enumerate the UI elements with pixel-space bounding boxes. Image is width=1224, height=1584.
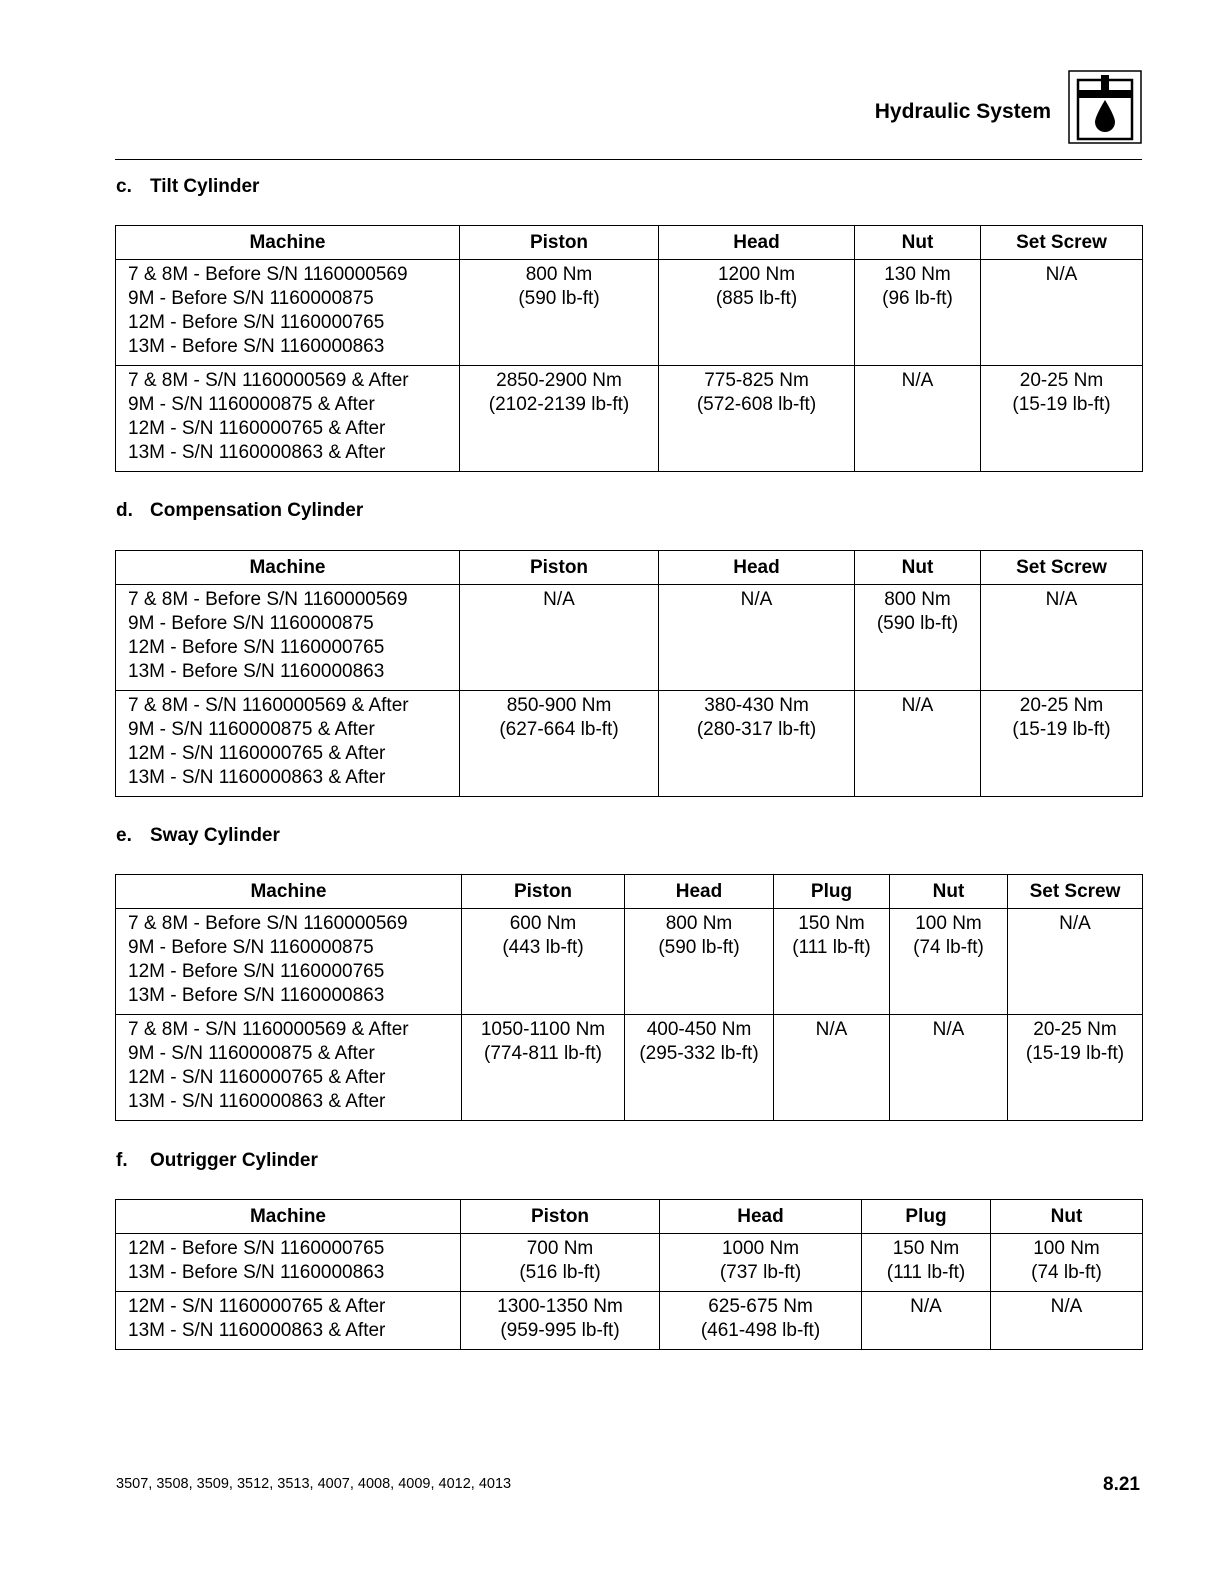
machine-line: 12M - Before S/N 1160000765 <box>128 961 385 982</box>
torque-cell <box>660 1292 862 1350</box>
machine-cell <box>116 260 460 366</box>
machine-line: 9M - S/N 1160000875 & After <box>128 719 375 740</box>
column-header: Head <box>625 875 774 909</box>
machine-line: 13M - S/N 1160000863 & After <box>128 1320 386 1341</box>
torque-imperial: (74 lb-ft) <box>913 937 984 958</box>
torque-cell <box>460 691 659 797</box>
table-row <box>116 1292 1143 1350</box>
torque-table <box>115 225 1143 472</box>
torque-cell <box>659 366 855 472</box>
torque-metric: N/A <box>901 695 934 716</box>
section-heading-outrigger <box>116 1150 318 1172</box>
column-header: Machine <box>116 551 460 585</box>
machine-line: 13M - S/N 1160000863 & After <box>128 767 386 788</box>
machine-line: 9M - Before S/N 1160000875 <box>128 937 374 958</box>
column-header: Set Screw <box>981 551 1143 585</box>
torque-cell <box>774 909 890 1015</box>
machine-line: 13M - S/N 1160000863 & After <box>128 442 386 463</box>
section-title: Compensation Cylinder <box>150 500 364 521</box>
torque-metric: 400-450 Nm <box>646 1019 752 1040</box>
table-row <box>116 1234 1143 1292</box>
torque-metric: 150 Nm <box>892 1238 960 1259</box>
machine-line: 9M - S/N 1160000875 & After <box>128 394 375 415</box>
torque-table <box>115 550 1143 797</box>
torque-cell <box>862 1292 991 1350</box>
machine-line: 12M - S/N 1160000765 & After <box>128 743 386 764</box>
torque-metric: 1200 Nm <box>717 264 796 285</box>
machine-cell <box>116 691 460 797</box>
torque-cell <box>461 1234 660 1292</box>
section-letter: f. <box>116 1150 128 1171</box>
torque-imperial: (96 lb-ft) <box>882 288 953 309</box>
torque-imperial: (15-19 lb-ft) <box>1012 394 1111 415</box>
column-header: Machine <box>116 1200 461 1234</box>
column-header: Piston <box>462 875 625 909</box>
torque-cell <box>774 1015 890 1121</box>
torque-metric: 775-825 Nm <box>704 370 809 391</box>
table-header-row <box>116 551 1143 585</box>
torque-metric: N/A <box>815 1019 848 1040</box>
section-title: Sway Cylinder <box>150 825 280 846</box>
torque-imperial: (2102-2139 lb-ft) <box>488 394 630 415</box>
machine-line: 7 & 8M - S/N 1160000569 & After <box>128 370 409 391</box>
torque-metric: 625-675 Nm <box>708 1296 813 1317</box>
torque-metric: N/A <box>740 589 773 610</box>
section-title: Outrigger Cylinder <box>150 1150 318 1171</box>
torque-cell <box>660 1234 862 1292</box>
torque-imperial: (774-811 lb-ft) <box>484 1043 602 1064</box>
torque-cell <box>462 1015 625 1121</box>
torque-metric: N/A <box>910 1296 942 1317</box>
machine-cell <box>116 1234 461 1292</box>
torque-table <box>115 1199 1143 1350</box>
section-letter: e. <box>116 825 132 846</box>
column-header: Nut <box>991 1200 1143 1234</box>
column-header: Head <box>659 226 855 260</box>
torque-cell <box>460 585 659 691</box>
table-row <box>116 366 1143 472</box>
torque-metric: 600 Nm <box>509 913 577 934</box>
machine-cell <box>116 366 460 472</box>
torque-imperial: (15-19 lb-ft) <box>1012 719 1111 740</box>
torque-metric: 1000 Nm <box>721 1238 800 1259</box>
torque-metric: 2850-2900 Nm <box>496 370 622 391</box>
torque-imperial: (885 lb-ft) <box>715 288 798 309</box>
column-header: Set Screw <box>981 226 1143 260</box>
machine-line: 12M - Before S/N 1160000765 <box>128 312 385 333</box>
torque-cell <box>981 260 1143 366</box>
table-header-row <box>116 226 1143 260</box>
column-header: Piston <box>461 1200 660 1234</box>
torque-metric: 800 Nm <box>884 589 951 610</box>
torque-imperial: (627-664 lb-ft) <box>499 719 619 740</box>
column-header: Piston <box>460 226 659 260</box>
section-heading-sway <box>116 825 280 847</box>
torque-metric: N/A <box>932 1019 965 1040</box>
machine-line: 12M - S/N 1160000765 & After <box>128 1296 386 1317</box>
torque-table <box>115 874 1143 1121</box>
table-body <box>116 260 1143 472</box>
machine-line: 12M - Before S/N 1160000765 <box>128 637 385 658</box>
column-header: Plug <box>774 875 890 909</box>
torque-imperial: (461-498 lb-ft) <box>700 1320 821 1341</box>
torque-cell <box>461 1292 660 1350</box>
torque-imperial: (572-608 lb-ft) <box>696 394 817 415</box>
machine-line: 12M - S/N 1160000765 & After <box>128 418 386 439</box>
torque-metric: N/A <box>1059 913 1091 934</box>
torque-metric: 100 Nm <box>915 913 982 934</box>
torque-metric: 1300-1350 Nm <box>497 1296 623 1317</box>
column-header: Plug <box>862 1200 991 1234</box>
table-header-row <box>116 1200 1143 1234</box>
torque-imperial: (737 lb-ft) <box>719 1262 802 1283</box>
torque-cell <box>460 366 659 472</box>
page-number: 8.21 <box>1103 1474 1140 1495</box>
machine-cell <box>116 909 462 1015</box>
torque-metric: 700 Nm <box>526 1238 594 1259</box>
machine-line: 13M - Before S/N 1160000863 <box>128 1262 385 1283</box>
torque-cell <box>659 585 855 691</box>
machine-line: 13M - Before S/N 1160000863 <box>128 985 385 1006</box>
section-heading-tilt <box>116 176 259 198</box>
torque-cell <box>991 1234 1143 1292</box>
table-body <box>116 585 1143 797</box>
machine-cell <box>116 585 460 691</box>
table-header-row <box>116 875 1143 909</box>
torque-imperial: (590 lb-ft) <box>876 613 959 634</box>
torque-metric: 20-25 Nm <box>1033 1019 1117 1040</box>
torque-imperial: (74 lb-ft) <box>1031 1262 1102 1283</box>
torque-imperial: (443 lb-ft) <box>502 937 584 958</box>
column-header: Machine <box>116 226 460 260</box>
column-header: Nut <box>855 551 981 585</box>
machine-line: 12M - Before S/N 1160000765 <box>128 1238 385 1259</box>
torque-metric: N/A <box>543 589 575 610</box>
torque-cell <box>855 585 981 691</box>
torque-imperial: (590 lb-ft) <box>518 288 600 309</box>
torque-cell <box>991 1292 1143 1350</box>
torque-metric: 850-900 Nm <box>506 695 612 716</box>
table-row <box>116 585 1143 691</box>
machine-line: 9M - Before S/N 1160000875 <box>128 288 374 309</box>
torque-imperial: (959-995 lb-ft) <box>500 1320 620 1341</box>
torque-cell <box>855 260 981 366</box>
machine-cell <box>116 1292 461 1350</box>
table-row <box>116 909 1143 1015</box>
table-row <box>116 1015 1143 1121</box>
torque-cell <box>981 366 1143 472</box>
torque-metric: N/A <box>901 370 934 391</box>
torque-cell <box>981 691 1143 797</box>
column-header: Head <box>660 1200 862 1234</box>
torque-cell <box>855 691 981 797</box>
column-header: Nut <box>890 875 1008 909</box>
torque-cell <box>659 260 855 366</box>
torque-metric: 800 Nm <box>525 264 593 285</box>
torque-imperial: (516 lb-ft) <box>519 1262 601 1283</box>
section-letter: c. <box>116 176 132 197</box>
column-header: Machine <box>116 875 462 909</box>
section-heading-compensation <box>116 500 363 522</box>
section-letter: d. <box>116 500 133 521</box>
machine-line: 13M - Before S/N 1160000863 <box>128 336 385 357</box>
machine-line: 9M - Before S/N 1160000875 <box>128 613 374 634</box>
torque-metric: N/A <box>1045 264 1078 285</box>
machine-line: 13M - S/N 1160000863 & After <box>128 1091 386 1112</box>
column-header: Piston <box>460 551 659 585</box>
table-row <box>116 691 1143 797</box>
column-header: Set Screw <box>1008 875 1143 909</box>
torque-cell <box>625 909 774 1015</box>
torque-cell <box>890 909 1008 1015</box>
torque-imperial: (111 lb-ft) <box>792 937 871 958</box>
torque-metric: N/A <box>1045 589 1078 610</box>
torque-metric: 1050-1100 Nm <box>480 1019 606 1040</box>
column-header: Nut <box>855 226 981 260</box>
torque-cell <box>981 585 1143 691</box>
torque-imperial: (15-19 lb-ft) <box>1025 1043 1125 1064</box>
torque-cell <box>462 909 625 1015</box>
torque-cell <box>625 1015 774 1121</box>
torque-imperial: (590 lb-ft) <box>658 937 740 958</box>
hydraulic-system-icon <box>1068 70 1142 144</box>
torque-imperial: (111 lb-ft) <box>886 1262 966 1283</box>
torque-imperial: (295-332 lb-ft) <box>639 1043 759 1064</box>
torque-metric: 100 Nm <box>1033 1238 1100 1259</box>
torque-cell <box>659 691 855 797</box>
torque-cell <box>890 1015 1008 1121</box>
column-header: Head <box>659 551 855 585</box>
torque-metric: 20-25 Nm <box>1019 695 1104 716</box>
machine-line: 7 & 8M - Before S/N 1160000569 <box>128 264 408 285</box>
machine-line: 9M - S/N 1160000875 & After <box>128 1043 375 1064</box>
torque-metric: 150 Nm <box>798 913 865 934</box>
table-row <box>116 260 1143 366</box>
machine-line: 12M - S/N 1160000765 & After <box>128 1067 386 1088</box>
torque-cell <box>862 1234 991 1292</box>
torque-imperial: (280-317 lb-ft) <box>696 719 817 740</box>
torque-cell <box>1008 1015 1143 1121</box>
machine-cell <box>116 1015 462 1121</box>
machine-line: 13M - Before S/N 1160000863 <box>128 661 385 682</box>
footer-model-list: 3507, 3508, 3509, 3512, 3513, 4007, 4008, 4009, 4012, 4013 <box>116 1476 512 1492</box>
torque-metric: 20-25 Nm <box>1019 370 1104 391</box>
machine-line: 7 & 8M - Before S/N 1160000569 <box>128 913 408 934</box>
header-divider <box>115 159 1142 160</box>
torque-cell <box>460 260 659 366</box>
table-body <box>116 909 1143 1121</box>
page-title: Hydraulic System <box>874 100 1051 123</box>
section-title: Tilt Cylinder <box>150 176 260 197</box>
torque-metric: 800 Nm <box>665 913 733 934</box>
table-body <box>116 1234 1143 1350</box>
torque-metric: N/A <box>1050 1296 1083 1317</box>
torque-metric: 130 Nm <box>884 264 951 285</box>
machine-line: 7 & 8M - Before S/N 1160000569 <box>128 589 408 610</box>
machine-line: 7 & 8M - S/N 1160000569 & After <box>128 1019 409 1040</box>
torque-cell <box>1008 909 1143 1015</box>
torque-cell <box>855 366 981 472</box>
machine-line: 7 & 8M - S/N 1160000569 & After <box>128 695 409 716</box>
torque-metric: 380-430 Nm <box>704 695 809 716</box>
